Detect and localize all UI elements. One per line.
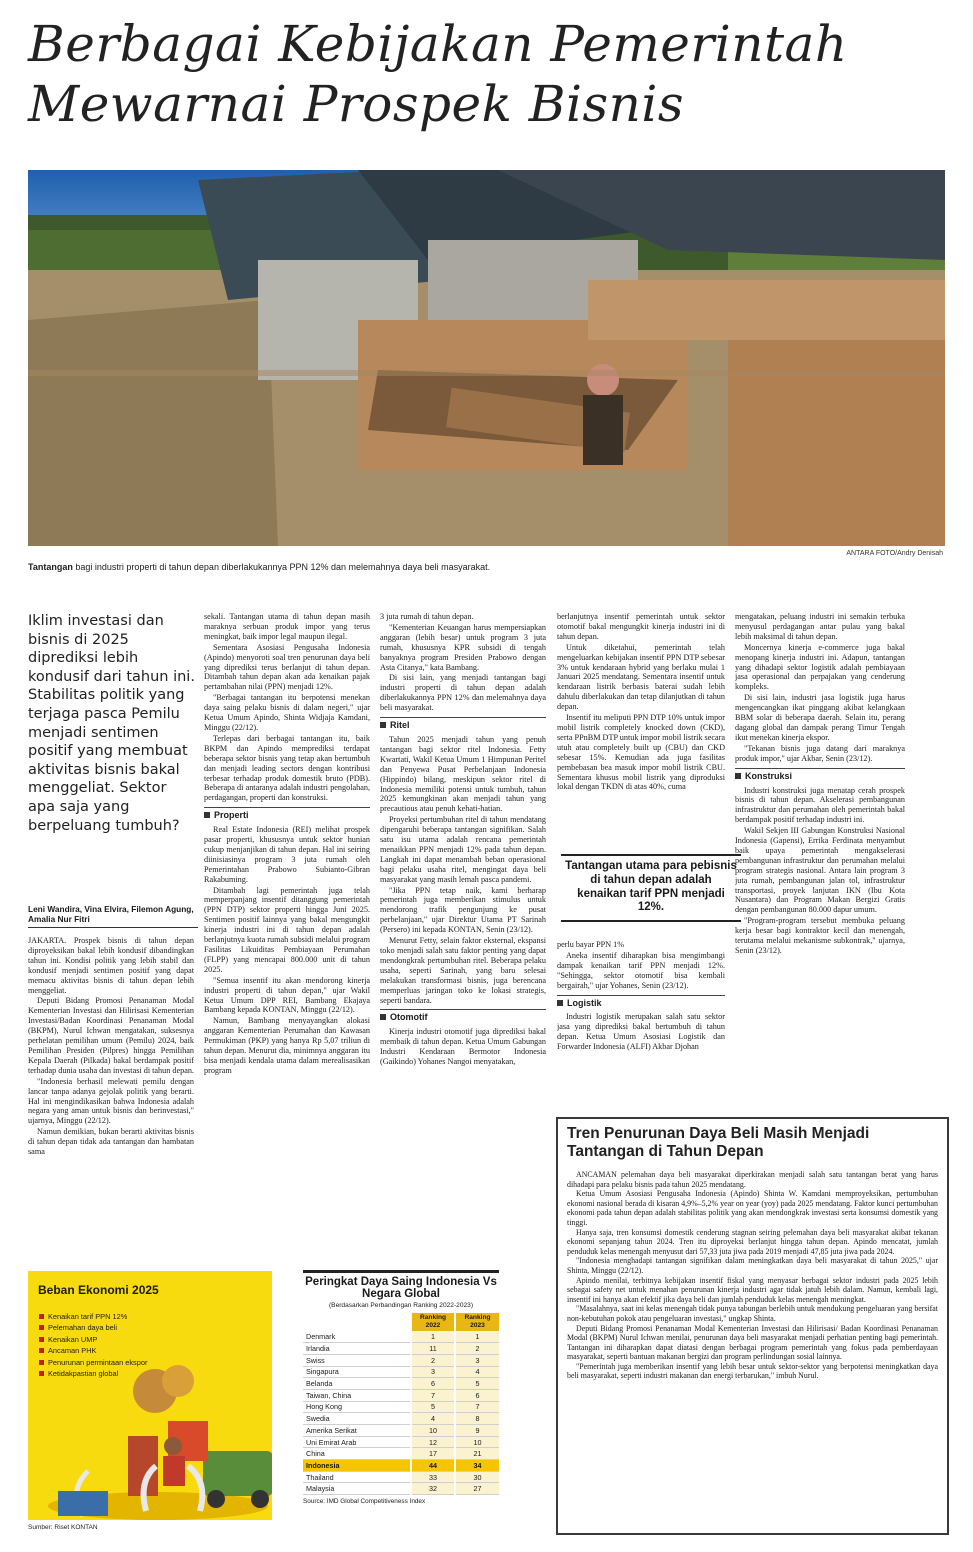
table-header-2023: Ranking 2023 (455, 1313, 499, 1331)
rank-2023-cell: 3 (455, 1354, 499, 1366)
paragraph: Insentif itu meliputi PPN DTP 10% untuk impor mobil listrik completely knocked down (CKD), serta PPnBM DTP untuk impor mobil listrik secara utuh atau completely built up (CBU) dan CKD sebesar 15%. Kemudian ada juga fasilitas pembebasan bea masuk impor mobil listrik CBU. Sementara khusus mobil listrik yang diproduksi lokal dengan TKDN di atas 40%, cuma (557, 713, 725, 792)
list-item: Ketidakpastian global (39, 1368, 147, 1379)
list-item: Kenaikan tarif PPN 12% (39, 1311, 147, 1322)
caption-text: bagi industri properti di tahun depan diberlakukannya PPN 12% dan melemahnya daya beli masyarakat. (72, 562, 491, 572)
table-row (303, 1483, 499, 1495)
byline: Leni Wandira, Vina Elvira, Filemon Agung, Amalia Nur Fitri (28, 904, 198, 928)
ranking-table-box (303, 1270, 499, 1505)
rank-2023-cell: 7 (455, 1401, 499, 1413)
rank-2022-cell: 32 (411, 1483, 455, 1495)
photo-caption (28, 562, 490, 572)
column-3 (380, 612, 546, 1238)
paragraph: Namun demikian, bukan berarti aktivitas bisnis di tahun depan tidak ada tantangan dan hambatan sama (28, 1127, 194, 1157)
headline-line-1: Berbagai Kebijakan Pemerintah (28, 15, 848, 73)
paragraph: Aneka insentif diharapkan bisa mengimbangi dampak kenaikan tarif PPN menjadi 12%. "Sehingga, sektor otomotif bisa kembali bergairah," ujar Yohanes, Senin (23/12). (557, 950, 725, 990)
paragraph: Apindo menilai, terbitnya kebijakan insentif fiskal yang menyasar berbagai sektor industri pada 2025 lebih sebagai safety net untuk menahan penurunan kinerja industri agar tidak jatuh lebih dalam. Namun, kembali lagi, insentif ini hanya akan efektif jika daya beli dan jumlah penduduk kelas menengah meningkat. (567, 1275, 938, 1304)
sidebar-box (556, 1117, 949, 1535)
rank-2023-cell: 27 (455, 1483, 499, 1495)
list-item: Kenaikan UMP (39, 1334, 147, 1345)
paragraph: JAKARTA. Prospek bisnis di tahun depan diproyeksikan bakal lebih kondusif dibandingkan tahun ini. Kondisi politik yang lebih stabil dan kondusif menjadi sentimen positif yang dapat memacu aktivitas bisnis di tahun depan lebih menggeliat. (28, 936, 194, 995)
table-row (303, 1389, 499, 1401)
country-cell: Hong Kong (303, 1401, 411, 1413)
rank-2023-cell: 9 (455, 1425, 499, 1437)
country-cell: Denmark (303, 1331, 411, 1343)
rank-2022-cell: 6 (411, 1378, 455, 1390)
paragraph: berlanjutnya insentif pemerintah untuk sektor otomotif bakal mengungkit kinerja industri ini di tahun depan. (557, 612, 725, 641)
table-title: Peringkat Daya Saing Indonesia Vs Negara Global (303, 1270, 499, 1300)
paragraph: Industri logistik merupakan salah satu sektor jasa yang diprediksi bakal bertumbuh di tahun depan. Ketua Umum Asosiasi Logistik dan Forwarder Indonesia (ALFI) Akbar Djohan (557, 1012, 725, 1052)
table-row (303, 1425, 499, 1437)
country-cell: Uni Emirat Arab (303, 1436, 411, 1448)
rank-2022-cell: 3 (411, 1366, 455, 1378)
rank-2023-cell: 30 (455, 1471, 499, 1483)
paragraph: "Berbagai tantangan itu berpotensi menekan daya saing pelaku bisnis di dalam negeri," ujar Ketua Umum Apindo, Shinta Widjaja Kamdani, Minggu (22/12). (204, 693, 370, 732)
list-item: Pelemahan daya beli (39, 1322, 147, 1333)
paragraph: Ketua Umum Asosiasi Pengusaha Indonesia (Apindo) Shinta W. Kamdani memproyeksikan, pertumbuhan ekonomi nasional berada di kisaran 4,9%–5,2% year on year (yoy) pada 2025 mendatang. Faktor kunci pertumbuhan ekonomi pada tahun depan adalah stabilitas politik yang akan mendongkrak investasi serta konsumsi domestik yang tinggi. (567, 1189, 938, 1227)
rank-2022-cell: 10 (411, 1425, 455, 1437)
country-cell: Belanda (303, 1378, 411, 1390)
table-row (303, 1378, 499, 1390)
section-heading-otomotif: Otomotif (380, 1009, 546, 1023)
table-row (303, 1354, 499, 1366)
headline-line-2: Mewarnai Prospek Bisnis (28, 75, 685, 133)
paragraph: Industri konstruksi juga menatap cerah prospek bisnis di tahun depan. Akselerasi pembangunan infrastruktur dan perumahan oleh pemerintah bakal berdampak positif terhadap industri ini. (735, 785, 905, 825)
column-4-top (557, 612, 725, 848)
country-cell: China (303, 1448, 411, 1460)
table-row (303, 1343, 499, 1355)
paragraph: mengatakan, peluang industri ini semakin terbuka menyusul perdagangan antar pulau yang bakal lebih maksimal di tahun depan. (735, 612, 905, 641)
beban-source: Sumber: Riset KONTAN (28, 1524, 98, 1531)
paragraph: "Jika PPN tetap naik, kami berharap pemerintah juga memberikan stimulus untuk mendorong trafik pengunjung ke pusat perbelanjaan," ujar Direktur Utama PT Sarinah (Persero) ini kepada KONTAN, Senin (23/12). (380, 885, 546, 935)
construction-photo (28, 170, 945, 546)
paragraph: Untuk diketahui, pemerintah telah mengeluarkan kebijakan insentif PPN DTP sebesar 3% untuk kendaraan hybrid yang berlaku mulai 1 Januari 2025 mendatang. Sementara insentif untuk kendaraan listrik berbasis baterai sudah lebih dahulu diberlakukan dan tetap dilanjutkan di tahun depan. (557, 642, 725, 712)
rank-2022-cell: 2 (411, 1354, 455, 1366)
rank-2022-cell: 33 (411, 1471, 455, 1483)
paragraph: Deputi Bidang Promosi Penanaman Modal Kementerian Investasi dan Hilirisasi Kementerian Investasi/Badan Koordinasi Penanaman Modal (BKPM), Nurul Ichwan mengatakan, suksesnya perhelatan pemilihan umum (Pemilu) 2024, baik Pemilihan Presiden (Pilpres) hingga Pemilihan Kepala Daerah (Pilkada) bakal berdampak positif terhadap dunia usaha dan investasi di tahun depan. (28, 996, 194, 1075)
table-subtitle: (Berdasarkan Perbandingan Ranking 2022-2023) (328, 1302, 474, 1309)
section-heading-logistik: Logistik (557, 995, 725, 1009)
rank-2023-cell: 10 (455, 1436, 499, 1448)
country-cell: Swedia (303, 1413, 411, 1425)
rank-2023-cell: 4 (455, 1366, 499, 1378)
caption-bold: Tantangan (28, 562, 73, 572)
paragraph: Ditambah lagi pemerintah juga telah memperpanjang insentif ditanggung pemerintah (PPN DTP) sektor properti hingga Juni 2025. Sentimen positif lainnya yang bakal mengungkit kinerja industri ini di tahun depan adalah berlanjutnya kuota rumah subsidi melalui program Fasilitas Likuiditas Pembiayaan Perumahan (FLPP) yang mencapai 800.000 unit di tahun 2025. (204, 885, 370, 974)
table-body (303, 1331, 499, 1495)
country-cell: Swiss (303, 1354, 411, 1366)
rank-2023-cell: 8 (455, 1413, 499, 1425)
country-cell: Amerika Serikat (303, 1425, 411, 1437)
table-row (303, 1436, 499, 1448)
burden-illustration (28, 1271, 272, 1520)
paragraph: "Indonesia berhasil melewati pemilu dengan lancar tanpa adanya gejolak politik yang berarti. Hal ini mengindikasikan bahwa Indonesia adalah negara yang aman untuk bisnis dan berinvestasi," ujarnya, Minggu (22/12). (28, 1076, 194, 1126)
section-heading-properti: Properti (204, 807, 370, 821)
table-row (303, 1413, 499, 1425)
rank-2023-cell: 21 (455, 1448, 499, 1460)
country-cell: Indonesia (303, 1460, 411, 1472)
paragraph: Menurut Fetty, selain faktor eksternal, ekspansi toko menjadi salah satu faktor penting yang dapat mendongkrak pertumbuhan ritel. Beberapa pelaku usaha, seperti Sarinah, yang baru selesai melakukan transformasi bisnis, juga berencana memperluas jaringan toko ke lokasi strategis, seperti bandara. (380, 936, 546, 1005)
paragraph: "Pemerintah juga memberikan insentif yang lebih besar untuk sektor-sektor yang berpotensi meningkatkan daya beli masyarakat, seperti industri makanan dan energi terbarukan," imbuh Nurul. (567, 1361, 938, 1381)
beban-ekonomi-box (28, 1271, 272, 1520)
lead-paragraph: Iklim investasi dan bisnis di 2025 diprediksi lebih kondusif dari tahun ini. Stabilitas politik yang terjaga pasca Pemilu menjadi sentimen positif yang membuat aktivitas bisnis bakal menggeliat. Sektor apa saja yang berpeluang tumbuh? (28, 613, 195, 834)
list-item: Penurunan permintaan ekspor (39, 1357, 147, 1368)
ranking-table (303, 1313, 499, 1495)
beban-title: Beban Ekonomi 2025 (38, 1283, 159, 1297)
country-cell: Malaysia (303, 1483, 411, 1495)
paragraph: 3 juta rumah di tahun depan. (380, 612, 474, 621)
paragraph: perlu bayar PPN 1% (557, 940, 625, 949)
sidebar-text (567, 1170, 938, 1381)
table-row (303, 1448, 499, 1460)
table-header-empty (303, 1313, 411, 1331)
headline (28, 14, 948, 134)
paragraph: "Semua insentif itu akan mendorong kinerja industri properti di tahun depan," ujar Wakil Ketua Umum DPP REI, Bambang Ekajaya Bambang kepada KONTAN, Minggu (22/12). (204, 975, 370, 1015)
country-cell: Thailand (303, 1471, 411, 1483)
paragraph: Hanya saja, tren konsumsi domestik cenderung stagnan seiring pelemahan daya beli masyarakat akibat tekanan ekonomi sepanjang tahun 2024. Tren itu diproyeksi berlanjut hingga tahun depan. Apindo mencatat, jumlah penduduk kelas menengah menyusut dari 57,33 juta jiwa pada 2019 menjadi 47,85 juta jiwa pada 2024. (567, 1227, 938, 1256)
paragraph: "Tekanan bisnis juga datang dari maraknya produk impor," ujar Akbar, Senin (23/12). (735, 743, 905, 763)
rank-2022-cell: 11 (411, 1343, 455, 1355)
pull-quote: Tantangan utama para pebisnis di tahun depan adalah kenaikan tarif PPN menjadi 12%. (561, 854, 741, 922)
paragraph: Tahun 2025 menjadi tahun yang penuh tantangan bagi sektor ritel Indonesia. Fetty Kwartati, Wakil Ketua Umum 1 Himpunan Peritel dan Penyewa Pusat Perbelanjaan Indonesia (Hippindo) bilang, meskipun sektor ritel di Indonesia memiliki potensi untuk tumbuh, tahun 2025 kemungkinan akan menjadi tahun yang precautious atau penuh kehati-hatian. (380, 734, 546, 814)
table-row (303, 1471, 499, 1483)
table-row (303, 1366, 499, 1378)
rank-2022-cell: 7 (411, 1389, 455, 1401)
table-source: Source: IMD Global Competitiveness Index (303, 1498, 426, 1506)
section-heading-konstruksi: Konstruksi (735, 768, 905, 782)
rank-2022-cell: 12 (411, 1436, 455, 1448)
table-row (303, 1331, 499, 1343)
paragraph: Namun, Bambang menyayangkan alokasi anggaran Kementerian Perumahan dan Kawasan Permukiman (PKP) yang hanya Rp 5,07 triliun di tahun depan. Menurut dia, minimnya anggaran itu bisa menjadi kendala utama dalam merealisasikan program (204, 1016, 370, 1075)
column-4-bottom (557, 940, 725, 1110)
country-cell: Singapura (303, 1366, 411, 1378)
rank-2023-cell: 5 (455, 1378, 499, 1390)
country-cell: Irlandia (303, 1343, 411, 1355)
paragraph: Wakil Sekjen III Gabungan Konstruksi Nasional Indonesia (Gapensi), Errika Ferdinata menyambut baik upaya pemerintah mengakselerasi pembangunan infrastruktur dan perumahan melalui program strategis nasional. Antara lain program 3 juta rumah, pembangunan jalan tol, infrastruktur transportasi, proyek lanjutan IKN (Ibu Kota Nusantara) dan Program Makan Bergizi Gratis dengan pembangunan 80.000 dapur umum. (735, 826, 905, 915)
column-1 (28, 936, 194, 1228)
paragraph: "Program-program tersebut membuka peluang kerja besar bagi kontraktor kecil dan menengah, terutama melalui mekanisme subkontrak," ujarnya, Senin (23/12). (735, 916, 905, 955)
rank-2022-cell: 4 (411, 1413, 455, 1425)
column-2 (204, 612, 370, 1228)
section-heading-ritel: Ritel (380, 717, 546, 731)
column-5 (735, 612, 905, 1110)
paragraph: Di sisi lain, industri jasa logistik juga harus mengencangkan ikat pinggang akibat kelangkaan BBM solar di beberapa daerah. Selain itu, perang dagang global dan dampak perang Timur Tengah ikut menekan kinerja ekspor. (735, 693, 905, 742)
paragraph: "Kementerian Keuangan harus mempersiapkan anggaran (lebih besar) untuk program 3 juta rumah, khususnya KPR subsidi di tengah banyaknya program Presiden Prabowo dengan Asta Citanya," kata Bambang. (380, 622, 546, 672)
rank-2023-cell: 2 (455, 1343, 499, 1355)
rank-2022-cell: 44 (411, 1460, 455, 1472)
sidebar-title: Tren Penurunan Daya Beli Masih Menjadi Tantangan di Tahun Depan (567, 1125, 870, 1160)
rank-2022-cell: 1 (411, 1331, 455, 1343)
rank-2023-cell: 6 (455, 1389, 499, 1401)
table-row (303, 1460, 499, 1472)
paragraph: "Masalahnya, saat ini kelas menengah tidak punya tabungan berlebih untuk mendukung pengeluaran yang bersifat non-kebutuhan pokok atau pengeluaran investasi," ungkap Shinta. (567, 1304, 938, 1323)
paragraph: sekali. Tantangan utama di tahun depan masih maraknya serbuan produk impor yang terus meningkat, baik impor legal maupun ilegal. (204, 612, 370, 641)
paragraph: Moncernya kinerja e-commerce juga bakal menopang kinerja industri ini. Adapun, tantangan yang dihadapi sektor logistik adalah pembiayaan jasa operasional dan perpajakan yang cenderung kompleks. (735, 642, 905, 692)
paragraph: "Indonesia menghadapi tantangan signifikan dalam meningkatkan daya beli masyarakat di tahun 2025," ujar Shinta, Minggu (22/12). (567, 1256, 938, 1275)
country-cell: Taiwan, China (303, 1389, 411, 1401)
paragraph: ANCAMAN pelemahan daya beli masyarakat diperkirakan menjadi salah satu tantangan berat yang harus dihadapi para pelaku bisnis pada tahun 2025 mendatang. (567, 1170, 938, 1189)
paragraph: Sementara Asosiasi Pengusaha Indonesia (Apindo) menyoroti soal tren penurunan daya beli yang diprediksi terus berlanjut di tahun depan. Ditambah tahun depan akan ada kenaikan pajak pertambahan nilai (PPN) menjadi 12%. (204, 642, 370, 692)
paragraph: Terlepas dari berbagai tantangan itu, baik BKPM dan Apindo memprediksi terdapat beberapa sektor bisnis yang tetap akan bertumbuh dan menjadi leading sectors dengan kontribusi terbesar terhadap produk domestik bruto (PDB). Beberapa di antaranya adalah industri pengolahan, perdagangan, properti dan konstruksi. (204, 733, 370, 803)
paragraph: Di sisi lain, yang menjadi tantangan bagi industri properti di tahun depan adalah diberlakukannya PPN 12% dan melemahnya daya beli masyarakat. (380, 673, 546, 713)
list-item: Ancaman PHK (39, 1345, 147, 1356)
rank-2022-cell: 5 (411, 1401, 455, 1413)
rank-2023-cell: 1 (455, 1331, 499, 1343)
table-header-2022: Ranking 2022 (411, 1313, 455, 1331)
photo-credit: ANTARA FOTO/Andry Denisah (846, 550, 943, 557)
paragraph: Real Estate Indonesia (REI) melihat prospek pasar properti, khususnya untuk sektor hunian cukup menjanjikan di tahun depan. Hal ini seiring diinisiasinya program 3 juta rumah oleh Pemerintahan Prabowo Subianto-Gibran Rakabuming. (204, 825, 370, 884)
paragraph: Proyeksi pertumbuhan ritel di tahun mendatang dipengaruhi beberapa tantangan signifikan. Salah satu isu utama adalah rencana pemerintah menaikkan PPN menjadi 12% pada tahun depan. Langkah ini dapat menambah beban operasional bagi pelaku usaha ritel, mengingat daya beli masyarakat yang masih lemah pasca pandemi. (380, 815, 546, 884)
paragraph: Kinerja industri otomotif juga diprediksi bakal membaik di tahun depan. Ketua Umum Gabungan Industri Kendaraan Bermotor Indonesia (Gaikindo) Yohanes Nangoi menyatakan, (380, 1027, 546, 1067)
rank-2023-cell: 34 (455, 1460, 499, 1472)
rank-2022-cell: 17 (411, 1448, 455, 1460)
table-row (303, 1401, 499, 1413)
paragraph: Deputi Bidang Promosi Penanaman Modal Kementerian Investasi dan Hilirisasi/ Badan Koordinasi Penanaman Modal (BKPM) Nurul Ichwan menilai, penurunan daya beli masyarakat menjadi perhatian penting bagi pemerintah. Tantangan ini diharapkan dapat diatasi dengan berbagai program pemerintah yang fokus pada pemberdayaan masyarakat, seperti bantuan makanan bergizi dan program perlindungan sosial lainnya. (567, 1323, 938, 1362)
